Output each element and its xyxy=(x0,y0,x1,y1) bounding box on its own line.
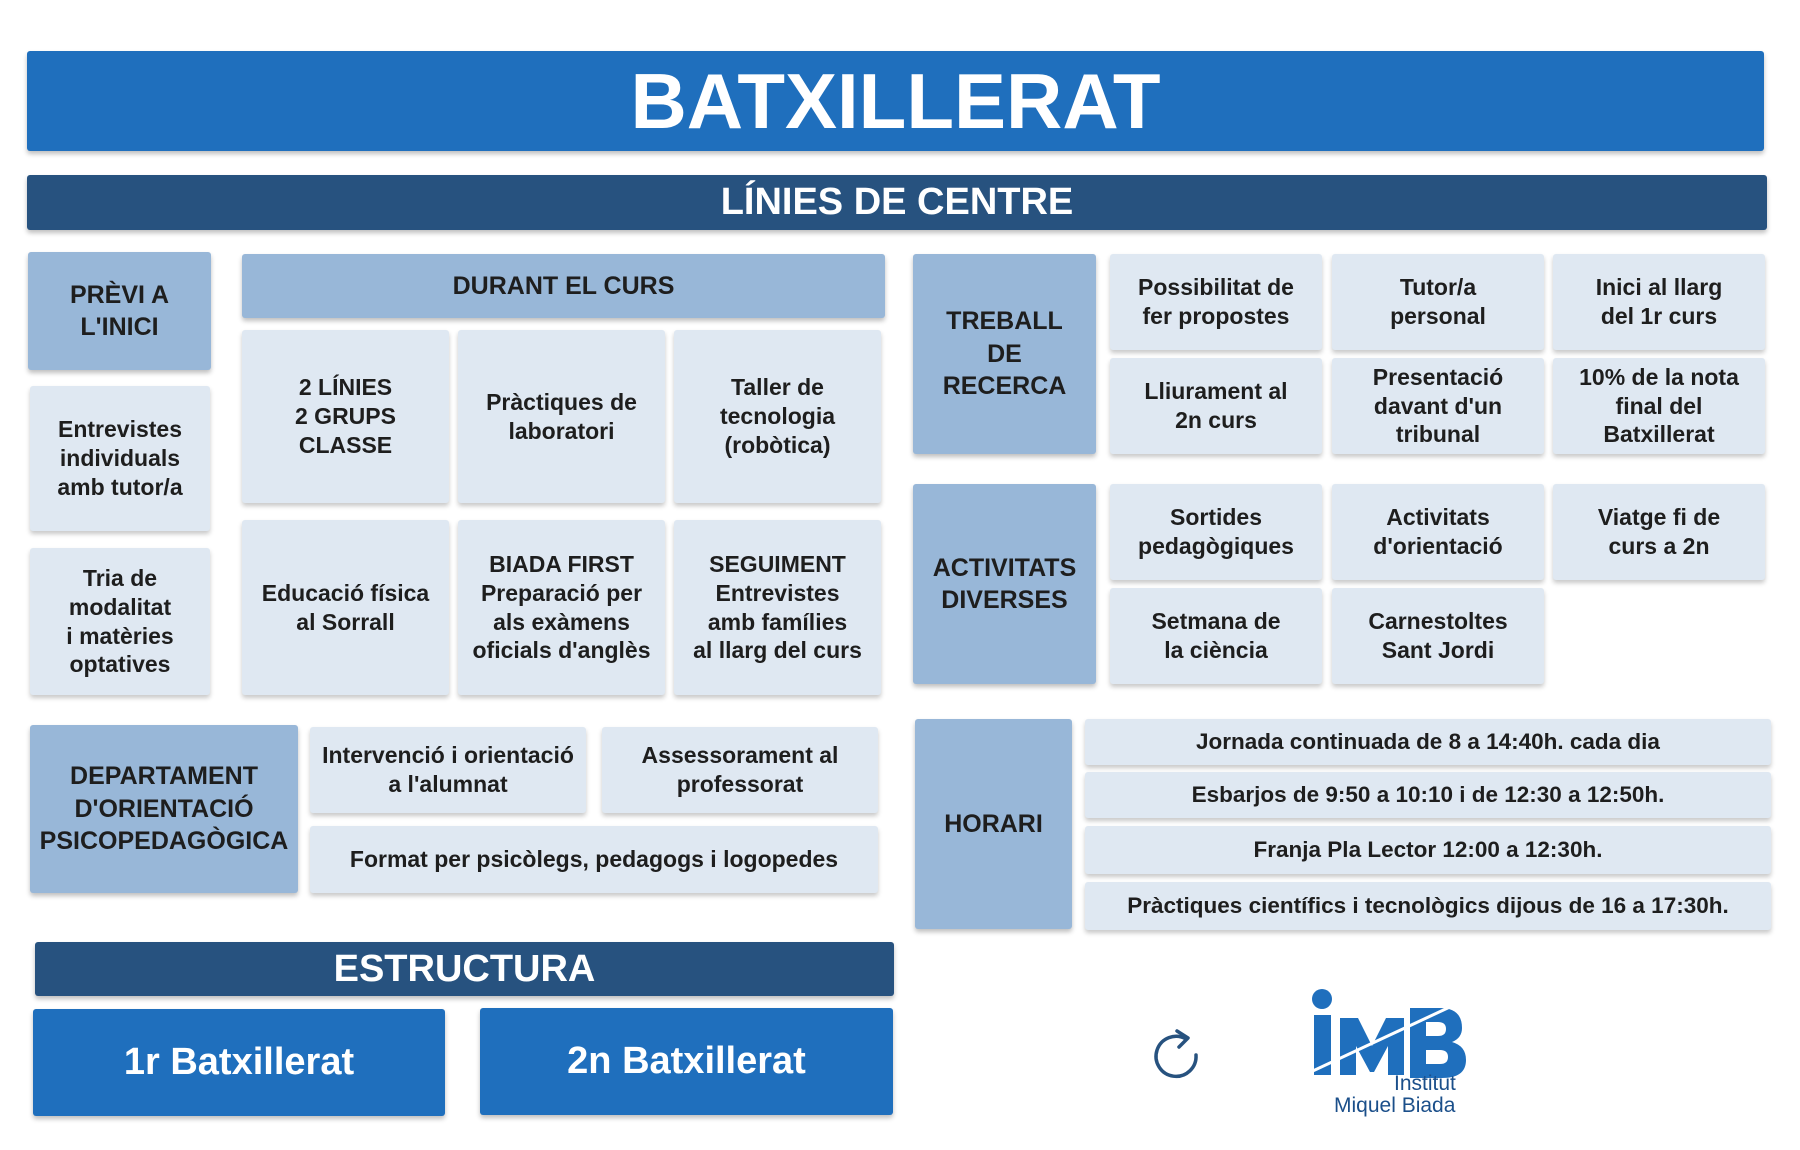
batxillerat-1r-button[interactable]: 1r Batxillerat xyxy=(33,1009,445,1116)
institut-miquel-biada-logo xyxy=(1302,988,1472,1118)
refresh-icon[interactable] xyxy=(1146,1025,1206,1085)
previ-header: PRÈVI A L'INICI xyxy=(28,252,211,370)
durant-item-pe: Educació física al Sorrall xyxy=(242,520,449,695)
activitats-header: ACTIVITATS DIVERSES xyxy=(913,484,1096,684)
treball-header: TREBALL DE RECERCA xyxy=(913,254,1096,454)
page-title: BATXILLERAT xyxy=(27,51,1764,151)
horari-item-practiques: Pràctiques científics i tecnològics dijous de 16 a 17:30h. xyxy=(1085,882,1771,930)
treball-item-presentacio: Presentació davant d'un tribunal xyxy=(1332,358,1544,454)
durant-item-first: BIADA FIRST Preparació per als exàmens oficials d'anglès xyxy=(458,520,665,695)
treball-item-nota: 10% de la nota final del Batxillerat xyxy=(1553,358,1765,454)
activitats-item-sortides: Sortides pedagògiques xyxy=(1110,484,1322,580)
logo-mark xyxy=(1302,988,1472,1078)
durant-header: DURANT EL CURS xyxy=(242,254,885,318)
durant-item-lines: 2 LÍNIES 2 GRUPS CLASSE xyxy=(242,330,449,503)
estructura-header: ESTRUCTURA xyxy=(35,942,894,996)
activitats-item-ciencia: Setmana de la ciència xyxy=(1110,588,1322,684)
durant-item-seguiment: SEGUIMENT Entrevistes amb famílies al llarg del curs xyxy=(674,520,881,695)
lines-section-header: LÍNIES DE CENTRE xyxy=(27,175,1767,230)
batxillerat-2n-button[interactable]: 2n Batxillerat xyxy=(480,1008,893,1115)
activitats-item-carnestoltes: Carnestoltes Sant Jordi xyxy=(1332,588,1544,684)
previ-item-interviews: Entrevistes individuals amb tutor/a xyxy=(30,386,210,531)
departament-header: DEPARTAMENT D'ORIENTACIÓ PSICOPEDAGÒGICA xyxy=(30,725,298,893)
previ-item-modality: Tria de modalitat i matèries optatives xyxy=(30,548,210,695)
logo-text-institut: Institut xyxy=(1394,1072,1456,1095)
horari-header: HORARI xyxy=(915,719,1072,929)
activitats-item-orientacio: Activitats d'orientació xyxy=(1332,484,1544,580)
departament-item-format: Format per psicòlegs, pedagogs i logopedes xyxy=(310,826,878,893)
horari-item-pla-lector: Franja Pla Lector 12:00 a 12:30h. xyxy=(1085,826,1771,874)
logo-text-name: Miquel Biada xyxy=(1334,1094,1456,1117)
durant-item-lab: Pràctiques de laboratori xyxy=(458,330,665,503)
treball-item-propostes: Possibilitat de fer propostes xyxy=(1110,254,1322,350)
departament-item-intervencio: Intervenció i orientació a l'alumnat xyxy=(310,727,586,813)
horari-item-esbarjos: Esbarjos de 9:50 a 10:10 i de 12:30 a 12:50h. xyxy=(1085,772,1771,818)
activitats-item-viatge: Viatge fi de curs a 2n xyxy=(1553,484,1765,580)
treball-item-inici: Inici al llarg del 1r curs xyxy=(1553,254,1765,350)
treball-item-tutor: Tutor/a personal xyxy=(1332,254,1544,350)
treball-item-lliurament: Lliurament al 2n curs xyxy=(1110,358,1322,454)
durant-item-tech: Taller de tecnologia (robòtica) xyxy=(674,330,881,503)
departament-item-assessorament: Assessorament al professorat xyxy=(602,727,878,813)
horari-item-jornada: Jornada continuada de 8 a 14:40h. cada dia xyxy=(1085,719,1771,765)
